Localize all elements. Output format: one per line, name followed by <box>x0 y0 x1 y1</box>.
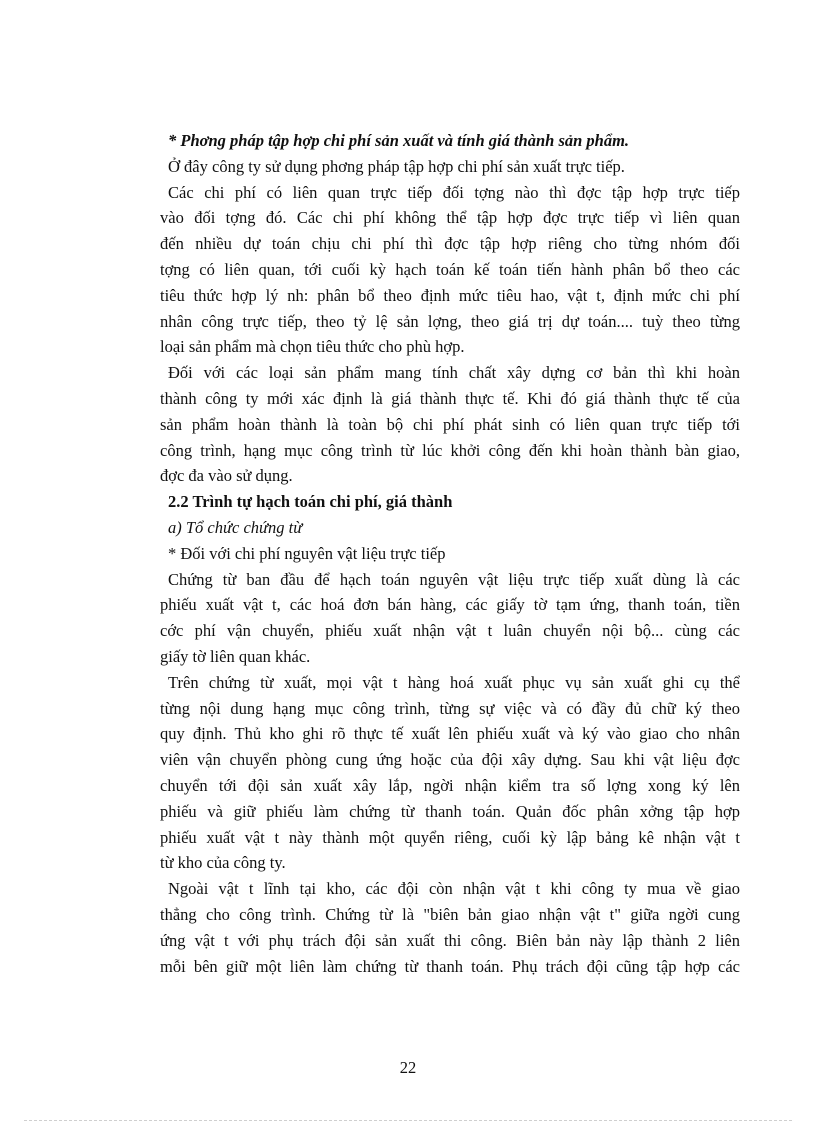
text-line: ứng vật t với phụ trách đội sản xuất thi công. Biên bản này lập thành 2 liên <box>160 930 740 950</box>
text-line: từ kho của công ty. <box>160 853 286 873</box>
section-heading: 2.2 Trình tự hạch toán chi phí, giá thành <box>168 492 453 512</box>
text-line: thẳng cho công trình. Chứng từ là "biên bản giao nhận vật t" giữa ngời cung <box>160 904 740 924</box>
text-line: cớc phí vận chuyển, phiếu xuất nhận vật t luân chuyển nội bộ... cùng các <box>160 621 740 641</box>
text-line: Ở đây công ty sử dụng phơng pháp tập hợp chi phí sản xuất trực tiếp. <box>168 156 625 176</box>
text-line: đến nhiều dự toán chịu chi phí thì đợc tập hợp riêng cho từng nhóm đối <box>160 234 740 254</box>
text-line: loại sản phẩm mà chọn tiêu thức cho phù hợp. <box>160 337 465 357</box>
text-line: Đối với các loại sản phẩm mang tính chất xây dựng cơ bản thì khi hoàn <box>168 363 740 383</box>
text-line: mỗi bên giữ một liên làm chứng từ thanh toán. Phụ trách đội cũng tập hợp các <box>160 956 740 976</box>
text-line: nhân công trực tiếp, theo tỷ lệ sản lợng, theo giá trị dự toán.... tuỳ theo từng <box>160 311 740 331</box>
text-line: viên vận chuyển phòng cung ứng hoặc của đội xây dựng. Sau khi vật liệu đợc <box>160 750 740 770</box>
text-line: phiếu xuất vật t này thành một quyển riêng, cuối kỳ lập bảng kê nhận vật t <box>160 827 740 847</box>
text-line: quy định. Thủ kho ghi rõ thực tế xuất lên phiếu xuất và ký vào giao cho nhân <box>160 724 740 744</box>
text-line: từng nội dung hạng mục công trình, từng sự việc và có đầy đủ chữ ký theo <box>160 698 740 718</box>
text-line: công trình, hạng mục công trình từ lúc khởi công đến khi hoàn thành bàn giao, <box>160 440 740 460</box>
text-line: phiếu và giữ phiếu làm chứng từ thanh toán. Quản đốc phân xởng tập hợp <box>160 801 740 821</box>
document-body <box>160 128 740 979</box>
bold-italic-heading: * Phơng pháp tập hợp chi phí sản xuất và tính giá thành sản phẩm. <box>168 131 630 150</box>
text-line: chuyển tới đội sản xuất xây lắp, ngời nhận kiểm tra số lợng xong ký lên <box>160 775 740 795</box>
text-line: Trên chứng từ xuất, mọi vật t hàng hoá xuất phục vụ sản xuất ghi cụ thể <box>168 672 740 692</box>
text-line: * Đối với chi phí nguyên vật liệu trực tiếp <box>168 543 446 563</box>
text-line: thành công ty mới xác định là giá thành thực tế. Khi đó giá thành thực tế của <box>160 388 740 408</box>
text-line: Chứng từ ban đầu để hạch toán nguyên vật liệu trực tiếp xuất dùng là các <box>168 569 740 589</box>
text-line: phiếu xuất vật t, các hoá đơn bán hàng, các giấy tờ tạm ứng, thanh toán, tiền <box>160 595 740 615</box>
text-line: Ngoài vật t lĩnh tại kho, các đội còn nhận vật t khi công ty mua về giao <box>168 879 740 899</box>
text-line: đợc đa vào sử dụng. <box>160 466 293 486</box>
text-line: vào đối tợng đó. Các chi phí không thể tập hợp đợc trực tiếp vì liên quan <box>160 208 740 228</box>
text-line: giấy tờ liên quan khác. <box>160 646 311 666</box>
text-line: sản phẩm hoàn thành là toàn bộ chi phí phát sinh có liên quan trực tiếp tới <box>160 414 740 434</box>
text-line: tợng có liên quan, tới cuối kỳ hạch toán kế toán tiến hành phân bổ theo các <box>160 259 740 279</box>
text-line: Các chi phí có liên quan trực tiếp đối tợng nào thì đợc tập hợp trực tiếp <box>168 182 740 202</box>
page-divider <box>24 1120 792 1121</box>
page-number: 22 <box>399 1058 417 1077</box>
subsection-heading: a) Tổ chức chứng từ <box>168 517 303 537</box>
text-line: tiêu thức hợp lý nh: phân bổ theo định mức tiêu hao, vật t, định mức chi phí <box>160 285 740 305</box>
